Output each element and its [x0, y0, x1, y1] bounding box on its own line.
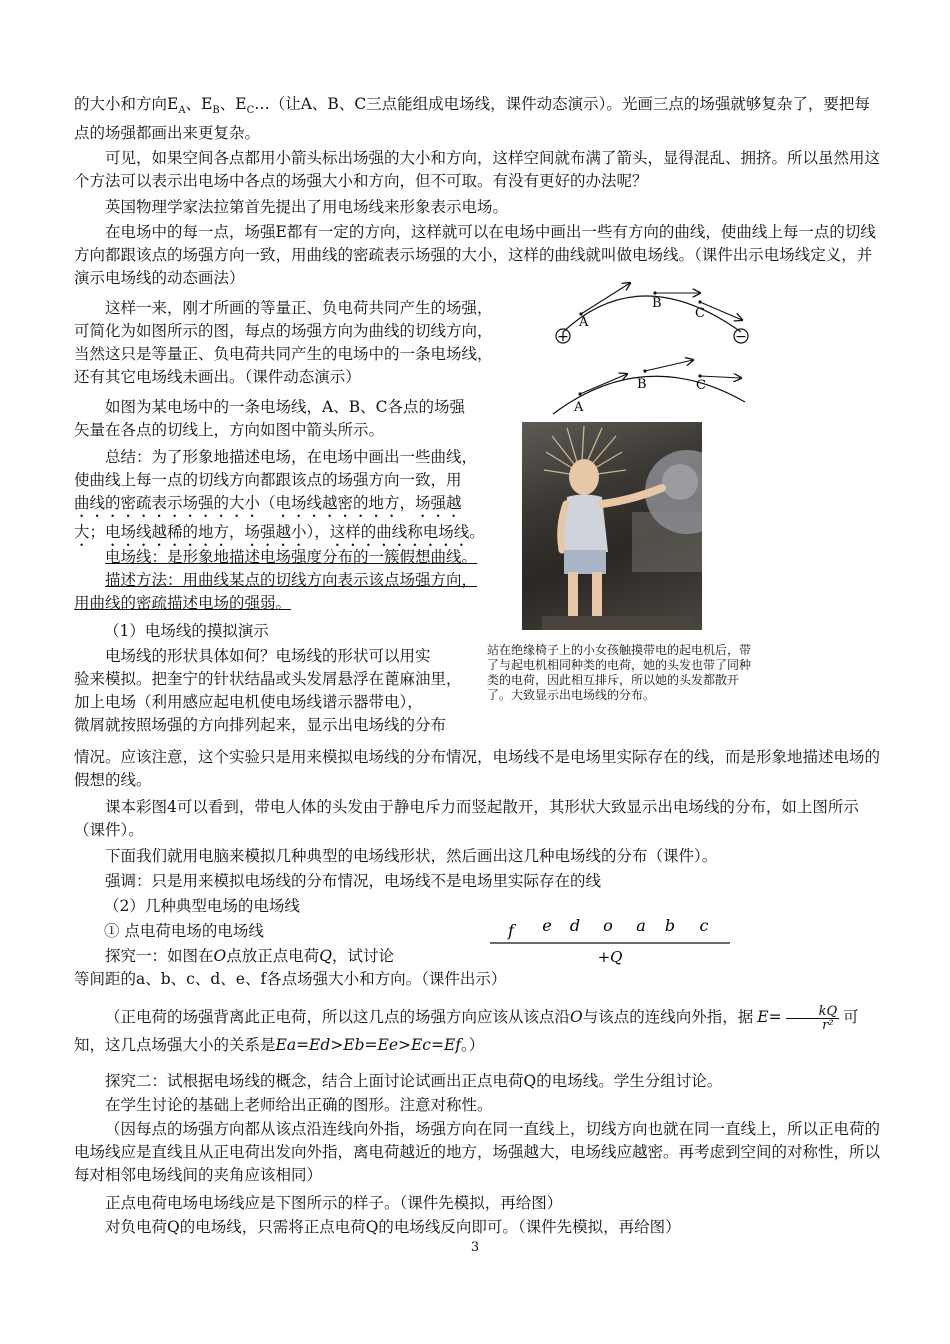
- paragraph-positive-field: 正点电荷电场电场线应是下图所示的样子。（课件先模拟，再给图）: [105, 1194, 563, 1212]
- text-fragment: 的大小和方向E: [74, 95, 179, 113]
- point-charge-axis-diagram: [485, 910, 735, 970]
- subscript: B: [212, 105, 220, 117]
- section1-title: （1）电场线的摸拟演示: [104, 622, 269, 640]
- text-fragment: 、E: [219, 95, 247, 113]
- photo-illustration: [522, 422, 702, 630]
- paragraph-negative-field: 对负电荷Q的电场线，只需将正点电荷Q的电场线反向即可。（课件先模拟，再给图）: [105, 1218, 681, 1236]
- axis-label-f: f: [508, 921, 514, 940]
- paragraph-summary: [74, 446, 524, 550]
- text-fragment: 点放正点电荷: [226, 947, 320, 965]
- text-line: 可简化为如图所示的图，每点的场强方向为曲线的切线方向，: [74, 322, 493, 340]
- photo-girl-static-hair: [522, 422, 702, 630]
- paragraph-explore2: 探究二：试根据电场线的概念，结合上面讨论试画出正点电荷Q的电场线。学生分组讨论。: [105, 1072, 723, 1090]
- text-line: 大；电场线越稀的地方，场强越小），这样的曲线称电场线。: [74, 523, 485, 541]
- text-line: 总结：为了形象地描述电场，在电场中画出一些曲线，: [105, 448, 478, 466]
- paragraph-simulation: [74, 645, 484, 737]
- point-label-c: C: [695, 306, 705, 321]
- symbol-o: O: [570, 1008, 583, 1026]
- subsection-point-charge: ① 点电荷电场的电场线: [104, 922, 264, 940]
- field-relation: Ea=Ed>Eb=Ee>Ec=Ef: [275, 1035, 462, 1054]
- negative-charge-label: −: [735, 329, 747, 345]
- tangent-arrow-c: [700, 376, 741, 378]
- paragraph-book: 课本彩图4可以看到，带电人体的头发由于静电斥力而竖起散开，其形状大致显示出电场线的分布，如上图所示（课件）。: [74, 798, 859, 839]
- point-label-c: C: [696, 378, 706, 393]
- subscript: C: [246, 105, 255, 117]
- formula-e: E: [757, 1008, 769, 1026]
- formula-eq: =: [768, 1008, 782, 1026]
- text-line: 微屑就按照场强的方向排列起来，显示出电场线的分布: [74, 716, 447, 734]
- photo-caption: 站在绝缘椅子上的小女孩触摸带电的起电机后，带了与起电机相同种类的电荷，她的头发也带了同种类的电荷，因此相互排斥，所以她的头发都散开了。大致显示出电场线的分布。: [487, 643, 752, 702]
- paragraph-reasoning2: （因每点的场强方向都从该点沿连线向外指，场强方向在同一直线上，切线方向也就在同一直线上，所以正电荷的电场线应是直线且从正电荷出发向外指，离电荷越近的地方，场强越大，电场线应越密。再考虑到空间的对称性，所以每对相邻电场线间的夹角应该相同）: [74, 1120, 881, 1184]
- text-fragment: …（让A、B、C三点能组成电场线，课件动态演示）。光画三点的场强就够复杂了，要把每点的场强都画出来更复杂。: [74, 95, 870, 143]
- formula-fraction: [786, 1005, 840, 1032]
- axis-label-c: c: [699, 916, 709, 935]
- subscript: A: [178, 105, 186, 117]
- point-label-b: B: [652, 296, 662, 311]
- text-line: 这样一来，刚才所画的等量正、负电荷共同产生的场强，: [105, 299, 493, 317]
- text-fragment: 探究一：如图在: [105, 947, 214, 965]
- field-line-diagram-charges: [545, 270, 765, 350]
- text-line: 如图为某电场中的一条电场线，A、B、C各点的场强: [105, 398, 465, 416]
- axis-label-a: a: [636, 916, 646, 935]
- section2-title: （2）几种典型电场的电场线: [104, 897, 300, 915]
- text-line: 当然这只是等量正、负电荷共同产生的电场中的一条电场线，: [74, 345, 493, 363]
- paragraph-intro: [74, 93, 882, 145]
- paragraph-faraday: 英国物理学家法拉第首先提出了用电场线来形象表示电场。: [105, 198, 509, 216]
- point-label-a: A: [579, 315, 589, 330]
- method-text: 用曲线的密疏描述电场的强弱。: [74, 594, 292, 612]
- axis-label-o: o: [603, 916, 613, 935]
- text-fragment: ，试讨论: [331, 947, 394, 965]
- tangent-arrow-b: [645, 360, 693, 371]
- paragraph-simplified: [74, 297, 534, 389]
- positive-charge-label: +: [557, 329, 569, 345]
- text-line: 使曲线上每一点的切线方向都跟该点的场强方向一致，用: [74, 471, 462, 489]
- paragraph-emphasis: 强调：只是用来模拟电场线的分布情况，电场线不是电场里实际存在的线: [105, 872, 602, 890]
- text-fragment: 与该点的连线向外指，据: [582, 1008, 754, 1026]
- formula-numerator: kQ: [786, 1005, 840, 1019]
- formula-denominator: r²: [822, 1017, 834, 1033]
- definition-text: 电场线：是形象地描述电场强度分布的一簇假想曲线。: [105, 548, 478, 566]
- axis-label-e: e: [542, 916, 552, 935]
- paragraph-arrows: 可见，如果空间各点都用小箭头标出场强的大小和方向，这样空间就布满了箭头，显得混乱、拥挤。所以虽然用这个方法可以表示出电场中各点的场强大小和方向，但不可取。有没有更好的办法呢？: [74, 149, 881, 190]
- text-fragment: 可: [843, 1008, 859, 1026]
- paragraph-sim-cont: 情况。应该注意，这个实验只是用来模拟电场线的分布情况，电场线不是电场里实际存在的线，而是形象地描述电场的假想的线。: [74, 748, 881, 789]
- symbol-o: O: [213, 947, 227, 965]
- explore1-line1: [105, 945, 485, 968]
- point-label-b: B: [637, 377, 647, 392]
- paragraph-computer-sim: 下面我们就用电脑来模拟几种典型的电场线形状，然后画出这几种电场线的分布（课件）。: [105, 847, 718, 865]
- charge-label: +Q: [597, 948, 623, 966]
- definition-block: [74, 546, 534, 615]
- paragraph-tangent: [74, 396, 504, 442]
- page-number: 3: [470, 1240, 480, 1255]
- paragraph-definition-intro: 在电场中的每一点，场强E都有一定的方向，这样就可以在电场中画出一些有方向的曲线，使曲线上每一点的切线方向都跟该点的场强方向一致，用曲线的密疏表示场强的大小，这样的曲线就叫做电场线。（课件出示电场线定义，并演示电场线的动态画法）: [74, 223, 876, 287]
- axis-label-d: d: [569, 916, 581, 935]
- text-line: 电场线的形状具体如何？电场线的形状可以用实: [105, 647, 431, 665]
- axis-label-b: b: [664, 916, 676, 935]
- method-text: 描述方法：用曲线某点的切线方向表示该点场强方向，: [105, 571, 478, 589]
- paragraph-reasoning: [74, 1004, 882, 1058]
- text-line: 还有其它电场线未画出。（课件动态演示）: [74, 368, 361, 386]
- text-fragment: 、E: [185, 95, 213, 113]
- tangent-arrow-a: [580, 374, 627, 394]
- field-line-diagram-single: [545, 350, 765, 420]
- text-fragment: （正电荷的场强背离此正电荷，所以这几点的场强方向应该从该点沿: [105, 1008, 571, 1026]
- text-line: 矢量在各点的切线上，方向如图中箭头所示。: [74, 421, 385, 439]
- point-label-a: A: [574, 400, 584, 415]
- paragraph-teacher: 在学生讨论的基础上老师给出正确的图形。注意对称性。: [105, 1096, 493, 1114]
- symbol-q: Q: [319, 947, 332, 965]
- text-line: 加上电场（利用感应起电机使电场线谱示器带电），: [74, 693, 423, 711]
- text-line: 曲线的密疏表示场强的大小（电场线越密的地方，场强越: [74, 494, 462, 512]
- text-fragment: 。）: [461, 1035, 485, 1054]
- text-fragment: 知，这几点场强大小的关系是: [74, 1035, 276, 1054]
- explore1-line2: 等间距的a、b、c、d、e、f各点场强大小和方向。（课件出示）: [74, 970, 507, 988]
- text-line: 验来模拟。把奎宁的针状结晶或头发屑悬浮在蓖麻油里，: [74, 670, 462, 688]
